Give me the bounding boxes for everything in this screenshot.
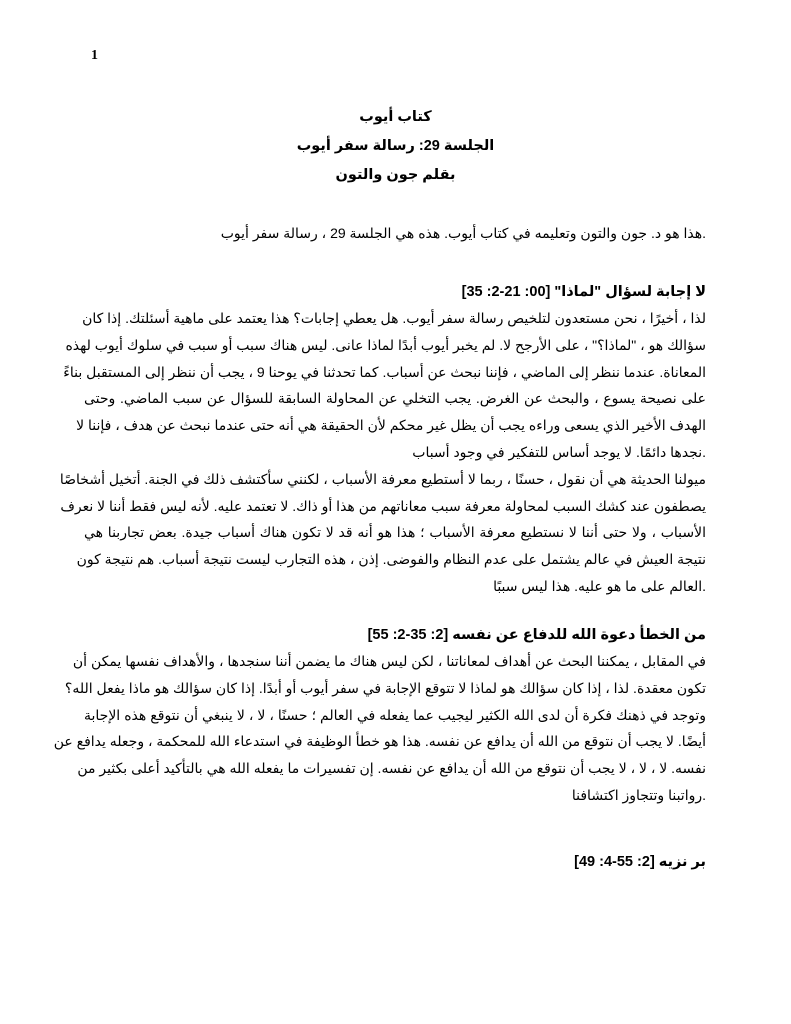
book-title: كتاب أيوب	[359, 109, 432, 125]
paragraph-line: نفسه. لا ، لا ، لا يجب أن نتوقع من الله أن يدافع عن نفسه. إن تفسيرات ما يفعله الله هي بالتأكيد أعلى بكثير من	[77, 760, 706, 777]
paragraph-line: يصطفون عند كشك السبب لمحاولة معرفة سبب معاناتهم من هذا أو ذاك. لا تعتمد عليه. لأنه ليس فقط أننا لا نعرف	[60, 497, 706, 514]
section-heading: لا إجابة لسؤال "لماذا" [00: 21-2: 35]	[461, 284, 706, 300]
author-line: بقلم جون والتون	[335, 167, 456, 183]
paragraph-line: في المقابل ، يمكننا البحث عن أهداف لمعاناتنا ، لكن ليس هناك ما يضمن أننا سنجدها ، والأهداف نفسها يمكن أن	[72, 653, 706, 669]
paragraph-line: تكون معقدة. لذا ، إذا كان سؤالك هو لماذا لا تتوقع الإجابة في سفر أيوب أو أبدًا. إذا كان سؤالك هو ماذا يفعل الله؟	[64, 679, 706, 696]
paragraph-line: .نجدها دائمًا. لا يوجد أساس للتفكير في وجود أسباب	[412, 443, 706, 460]
paragraph-line: .العالم على ما هو عليه. هذا ليس سببًا	[493, 577, 706, 594]
paragraph-line: نتيجة العيش في عالم يشتمل على عدم النظام والفوضى. إذن ، هذه التجارب ليست نتيجة أسباب. هم نتيجة كون	[76, 551, 706, 568]
paragraph-line: وتوجد في ذهنك فكرة أن لدى الله الكثير ليجيب عما يفعله في العالم ؛ حسنًا ، لا ، لا ينبغي أن نتوقع هذه الإجابة	[84, 706, 706, 723]
session-title: الجلسة 29: رسالة سفر أيوب	[296, 138, 495, 154]
paragraph-line: .رواتبنا وتتجاوز اكتشافنا	[571, 786, 706, 803]
section-disinterested-righteousness	[84, 849, 706, 875]
paragraph-line: ميولنا الحديثة هي أن نقول ، حسنًا ، ربما لا أستطيع معرفة الأسباب ، لكنني سأكتشف ذلك في الجنة. أتخيل أشخاصًا	[59, 470, 706, 487]
section-heading: بر نزيه [2: 55-4: 49]	[574, 854, 706, 870]
paragraph-line: المعاناة. عندما ننظر إلى الماضي ، فإننا نبحث عن أسباب. كما تحدثنا في يوحنا 9 ، يجب أن ننظر إلى المستقبل بناءً	[63, 363, 706, 380]
paragraph-line: الهدف الأخير الذي يسعى وراءه يجب أن يظل غير محكم لأن الحقيقة هي أنه حتى عندما نبحث عن هدف ، فإننا لا	[76, 417, 706, 434]
section-wrong-to-call-god	[53, 622, 706, 809]
paragraph-line: على نصيحة يسوع ، والبحث عن الغرض. يجب التخلي عن المحاولة السابقة للسؤال عن سبب الماضي. وحتى	[84, 390, 706, 407]
paragraph-line: لذا ، أخيرًا ، نحن مستعدون لتلخيص رسالة سفر أيوب. هل يعطي إجابات؟ هذا يعتمد على ماهية أسئلتك. إذا كان	[82, 310, 706, 326]
paragraph-line: أيضًا. لا يجب أن نتوقع من الله أن يدافع عن نفسه. هذا هو خطأ الوظيفة في استدعاء الله للمحكمة ، وجعله يدافع عن	[53, 733, 706, 750]
paragraph-line: سؤالك هو ، "لماذا؟" ، على الأرجح لا. لم يخبر أيوب أبدًا لماذا عانى. ليس هناك سبب أو سبب في سلوك أيوب لهذه	[65, 336, 706, 353]
intro-paragraph: .هذا هو د. جون والتون وتعليمه في كتاب أيوب. هذه هي الجلسة 29 ، رسالة سفر أيوب	[220, 225, 706, 241]
section-heading: من الخطأ دعوة الله للدفاع عن نفسه [2: 35-2: 55]	[367, 627, 706, 643]
page-number: 1	[91, 48, 98, 63]
section-no-answer-why	[59, 279, 706, 600]
title-block	[0, 103, 791, 190]
paragraph-line: الأسباب ، ولا حتى أننا لا نستطيع معرفة الأسباب ؛ هذا هو أنه قد لا تكون هناك أسباب جيدة. بعض تجاربنا هي	[84, 524, 706, 541]
